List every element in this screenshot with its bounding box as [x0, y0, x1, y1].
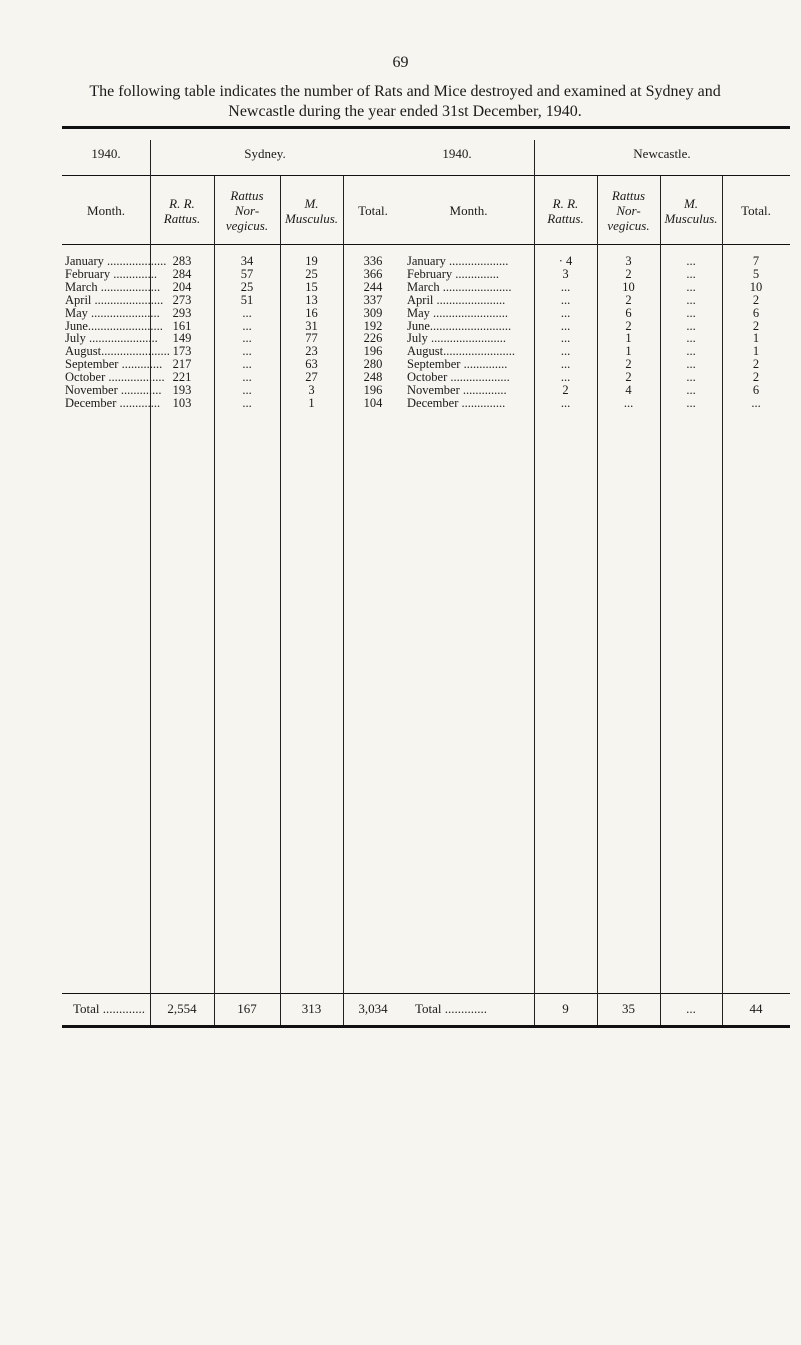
- newcastle-rn-cell: 2: [625, 266, 632, 281]
- newcastle-rr-cell: ...: [560, 357, 571, 372]
- newcastle-mm-cell: ...: [686, 331, 696, 346]
- newcastle-mm-cell: ...: [686, 383, 696, 397]
- sydney-rn-cell: ...: [242, 331, 252, 346]
- newcastle-rr-cell: · 4: [558, 254, 573, 268]
- sydney-total-cell: 309: [363, 305, 383, 320]
- newcastle-total-cell: 6: [752, 383, 760, 397]
- newcastle-mm-cell: ...: [686, 318, 696, 333]
- newcastle-rr-cell: ...: [560, 331, 571, 346]
- sydney-rr-cell: 273: [172, 292, 192, 307]
- intro-text: [60, 82, 750, 122]
- sydney-total-cell: 192: [363, 318, 383, 333]
- newcastle-month-cell: June..........................: [407, 318, 512, 333]
- sydney-mm-cell: 16: [305, 305, 318, 320]
- newcastle-month-header: Month.: [449, 203, 488, 218]
- newcastle-total-cell: 5: [752, 266, 760, 281]
- newcastle-total-cell: 2: [752, 357, 760, 372]
- newcastle-mus-musculus-header: M. Musculus.: [664, 196, 718, 226]
- sydney-month-cell: September .............: [65, 357, 163, 372]
- newcastle-mm-cell: ...: [686, 357, 696, 372]
- sydney-rr-cell: 193: [172, 383, 192, 397]
- sydney-mm-cell: 25: [305, 266, 318, 281]
- newcastle-month-cell: October ...................: [407, 370, 510, 385]
- sydney-rr-cell: 204: [172, 279, 192, 294]
- newcastle-mm-cell: ...: [686, 344, 696, 359]
- newcastle-total-cell: 7: [752, 254, 760, 268]
- sydney-rn-cell: 57: [240, 266, 254, 281]
- sydney-mm-cell: 19: [305, 254, 318, 268]
- header-rule-1: [62, 175, 790, 176]
- newcastle-mm-cell: ...: [686, 305, 696, 320]
- newcastle-month-cell: November ..............: [407, 383, 507, 397]
- sydney-rr-cell: 173: [172, 344, 192, 359]
- sydney-mm-cell: 63: [305, 357, 318, 372]
- newcastle-month-cell: January ...................: [407, 254, 509, 268]
- sydney-rr-cell: 293: [172, 305, 192, 320]
- sydney-month-cell: July ......................: [65, 331, 158, 346]
- sydney-total-cell: 244: [363, 279, 383, 294]
- table-row: [0, 396, 801, 412]
- newcastle-total-cell: 1: [752, 331, 760, 346]
- sydney-rattus-rattus-header: R. R. Rattus.: [163, 196, 201, 226]
- newcastle-rn-cell: 10: [622, 279, 635, 294]
- sydney-mm-cell: 77: [305, 331, 318, 346]
- sydney-rr-cell: 161: [172, 318, 192, 333]
- newcastle-rn-cell: 1: [625, 344, 632, 359]
- sydney-rn-cell: ...: [242, 370, 252, 385]
- sydney-rr-cell: 217: [172, 357, 192, 372]
- newcastle-rr-cell: 9: [562, 1001, 569, 1016]
- newcastle-month-cell: April ......................: [407, 292, 506, 307]
- sydney-year-label: 1940.: [91, 146, 121, 161]
- newcastle-month-cell: September ..............: [407, 357, 508, 372]
- newcastle-mm-cell: ...: [686, 266, 696, 281]
- sydney-total-header: Total.: [358, 203, 388, 218]
- newcastle-rn-cell: 2: [625, 292, 632, 307]
- sydney-total-cell: 104: [363, 395, 383, 410]
- intro-line-2: Newcastle during the year ended 31st December, 1940.: [228, 103, 582, 120]
- sydney-rn-cell: ...: [242, 357, 252, 372]
- sydney-heading: Sydney.: [244, 146, 286, 161]
- sydney-month-cell: December .............: [65, 395, 161, 410]
- sydney-total-cell: 196: [363, 344, 383, 359]
- bottom-rule: [62, 1025, 790, 1028]
- sydney-month-cell: October ..................: [65, 370, 165, 385]
- newcastle-total-cell: 2: [752, 370, 760, 385]
- sydney-rr-cell: 2,554: [167, 1001, 197, 1016]
- intro-line-1: The following table indicates the number of Rats and Mice destroyed and examined at Sydney and: [89, 83, 721, 100]
- newcastle-total-cell: 1: [752, 344, 760, 359]
- total-row: [0, 1001, 801, 1017]
- sydney-month-cell: Total .............: [73, 1001, 146, 1016]
- newcastle-rattus-rattus-header: R. R. Rattus.: [547, 196, 584, 226]
- total-rule: [62, 993, 790, 994]
- sydney-rn-cell: ...: [242, 395, 252, 410]
- sydney-total-cell: 196: [363, 383, 383, 397]
- newcastle-month-cell: May ........................: [407, 305, 509, 320]
- sydney-month-cell: August......................: [65, 344, 170, 359]
- sydney-rn-cell: 25: [240, 279, 254, 294]
- sydney-mm-cell: 13: [305, 292, 318, 307]
- newcastle-mm-cell: ...: [686, 279, 696, 294]
- sydney-rn-cell: ...: [242, 344, 252, 359]
- sydney-month-cell: November .............: [65, 383, 162, 397]
- newcastle-rr-cell: ...: [560, 370, 571, 385]
- sydney-mm-cell: 27: [305, 370, 318, 385]
- newcastle-rn-cell: 35: [622, 1001, 635, 1016]
- sydney-rn-cell: 51: [240, 292, 254, 307]
- newcastle-mm-cell: ...: [686, 292, 696, 307]
- newcastle-heading: Newcastle.: [633, 146, 691, 161]
- newcastle-month-cell: March ......................: [407, 279, 512, 294]
- newcastle-month-cell: August.......................: [407, 344, 515, 359]
- sydney-total-cell: 3,034: [358, 1001, 388, 1016]
- newcastle-rn-cell: 2: [625, 370, 632, 385]
- sydney-mm-cell: 23: [305, 344, 318, 359]
- newcastle-total-cell: 2: [752, 292, 760, 307]
- newcastle-total-cell: 10: [749, 279, 763, 294]
- newcastle-rn-cell: ...: [623, 395, 634, 410]
- sydney-rr-cell: 149: [172, 331, 192, 346]
- sydney-mm-cell: 31: [305, 318, 318, 333]
- newcastle-rn-cell: 1: [625, 331, 632, 346]
- sydney-mm-cell: 3: [308, 383, 315, 397]
- newcastle-rr-cell: 2: [562, 383, 569, 397]
- newcastle-rr-cell: ...: [560, 292, 571, 307]
- sydney-rn-cell: 167: [237, 1001, 257, 1016]
- newcastle-rattus-norvegicus-header: Rattus Nor- vegicus.: [607, 188, 650, 233]
- newcastle-mm-cell: ...: [686, 254, 696, 268]
- sydney-rr-cell: 284: [172, 266, 192, 281]
- sydney-rr-cell: 221: [172, 370, 192, 385]
- newcastle-rr-cell: 3: [562, 266, 569, 281]
- sydney-total-cell: 337: [363, 292, 383, 307]
- newcastle-mm-cell: ...: [686, 370, 696, 385]
- newcastle-month-cell: Total .............: [415, 1001, 488, 1016]
- sydney-month-cell: February ..............: [65, 266, 157, 281]
- newcastle-year-label: 1940.: [442, 146, 472, 161]
- newcastle-month-cell: July ........................: [407, 331, 506, 346]
- newcastle-rr-cell: ...: [560, 344, 571, 359]
- sydney-month-cell: March ...................: [65, 279, 161, 294]
- newcastle-rn-cell: 6: [625, 305, 632, 320]
- sydney-rattus-norvegicus-header: Rattus Nor- vegicus.: [225, 188, 269, 233]
- sydney-mm-cell: 313: [301, 1001, 322, 1016]
- newcastle-total-cell: 44: [749, 1001, 763, 1016]
- sydney-mm-cell: 1: [308, 395, 315, 410]
- newcastle-total-cell: 2: [752, 318, 760, 333]
- top-rule: [62, 126, 790, 129]
- newcastle-rn-cell: 2: [625, 318, 632, 333]
- newcastle-month-cell: February ..............: [407, 266, 499, 281]
- page-number: 69: [392, 54, 409, 71]
- sydney-rn-cell: ...: [242, 318, 252, 333]
- newcastle-rr-cell: ...: [560, 395, 571, 410]
- sydney-total-cell: 226: [363, 331, 383, 346]
- sydney-month-cell: June........................: [65, 318, 163, 333]
- newcastle-total-cell: 6: [752, 305, 760, 320]
- newcastle-rr-cell: ...: [560, 279, 571, 294]
- sydney-mus-musculus-header: M. Musculus.: [284, 196, 339, 226]
- header-rule-2: [62, 244, 790, 245]
- newcastle-total-cell: ...: [751, 395, 761, 410]
- sydney-total-cell: 280: [363, 357, 383, 372]
- sydney-rr-cell: 103: [172, 395, 192, 410]
- sydney-total-cell: 336: [363, 254, 383, 268]
- sydney-month-cell: May ......................: [65, 305, 160, 320]
- sydney-rn-cell: ...: [242, 305, 252, 320]
- newcastle-mm-cell: ...: [686, 395, 696, 410]
- sydney-month-cell: April ......................: [65, 292, 164, 307]
- newcastle-mm-cell: ...: [686, 1001, 696, 1016]
- sydney-mm-cell: 15: [305, 279, 318, 294]
- sydney-total-cell: 248: [363, 370, 383, 385]
- newcastle-rr-cell: ...: [560, 318, 571, 333]
- sydney-month-cell: January ...................: [65, 254, 167, 268]
- newcastle-rn-cell: 4: [625, 383, 632, 397]
- sydney-rn-cell: 34: [240, 254, 254, 268]
- newcastle-rn-cell: 2: [625, 357, 632, 372]
- newcastle-rn-cell: 3: [625, 254, 632, 268]
- sydney-rr-cell: 283: [172, 254, 192, 268]
- newcastle-total-header: Total.: [741, 203, 771, 218]
- newcastle-rr-cell: ...: [560, 305, 571, 320]
- sydney-total-cell: 366: [363, 266, 383, 281]
- sydney-rn-cell: ...: [242, 383, 252, 397]
- sydney-month-header: Month.: [87, 203, 125, 218]
- newcastle-month-cell: December ..............: [407, 395, 506, 410]
